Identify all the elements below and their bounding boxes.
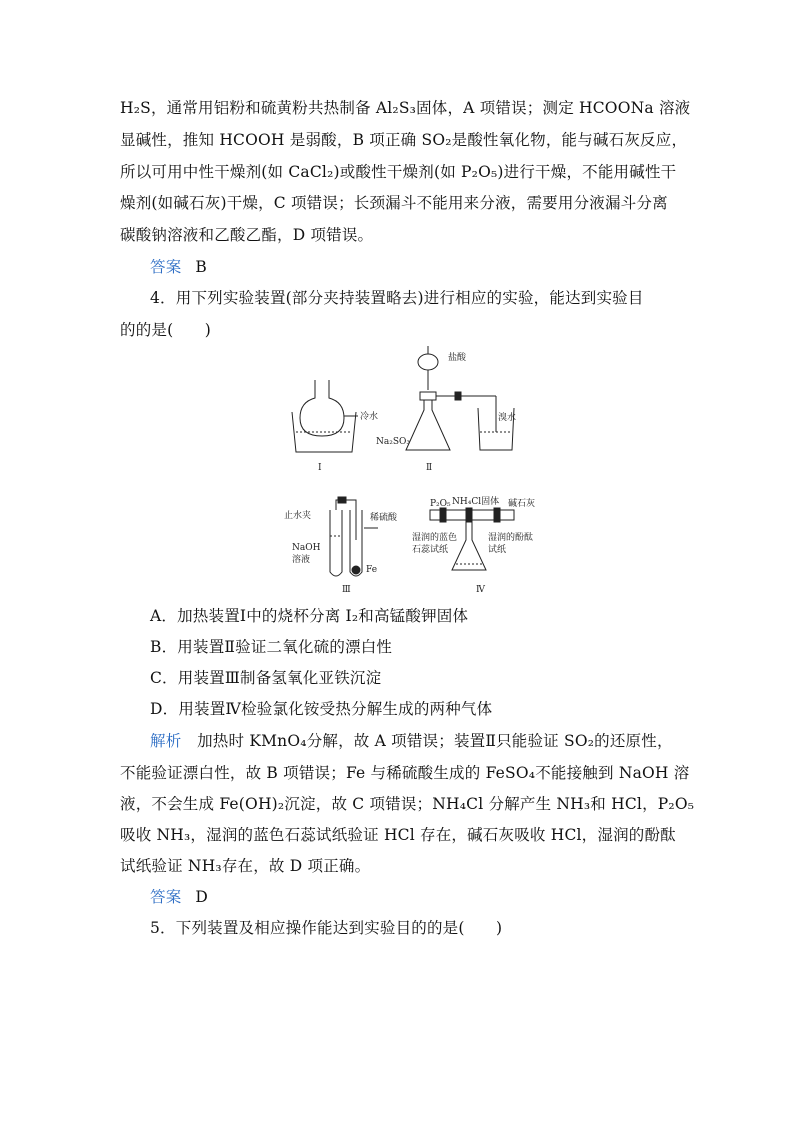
paragraph-line: 碳酸钠溶液和乙酸乙酯，D 项错误。 [120,226,374,244]
label-naoh-2: 溶液 [292,555,311,565]
option-c: C．用装置Ⅲ制备氢氧化亚铁沉淀 [150,669,382,687]
analysis-line-1 [150,729,673,751]
question-4-stem-cont: 的的是( ) [120,321,211,339]
label-nh4cl: NH₄Cl固体 [452,497,500,507]
label-na2so3: Na₂SO₃ [376,437,411,447]
label-apparatus-iv: Ⅳ [476,585,485,595]
label-blue-litmus-1: 湿润的蓝色 [412,533,458,543]
label-hcl: 盐酸 [448,353,467,363]
label-cold-water: 冷水 [360,412,379,422]
option-a: A．加热装置Ⅰ中的烧杯分离 I₂和高锰酸钾固体 [150,607,469,625]
answer-value: D [195,888,209,906]
answer-label: 答案 [150,258,182,276]
label-apparatus-iii: Ⅲ [342,585,351,595]
paragraph-line: 显碱性，推知 HCOOH 是弱酸，B 项正确 SO₂是酸性氧化物，能与碱石灰反应， [120,131,688,149]
answer-label: 答案 [150,888,182,906]
option-b: B．用装置Ⅱ验证二氧化硫的漂白性 [150,638,393,656]
apparatus-figure [280,340,542,596]
label-naoh-1: NaOH [292,543,321,553]
label-apparatus-ii: Ⅱ [426,463,433,473]
question-4-stem: 4．用下列实验装置(部分夹持装置略去)进行相应的实验，能达到实验目 [150,289,644,307]
label-apparatus-i: Ⅰ [318,463,322,473]
question-5-stem: 5．下列装置及相应操作能达到实验目的的是( ) [150,919,503,937]
analysis-line-4: 吸收 NH₃，湿润的蓝色石蕊试纸验证 HCl 存在，碱石灰吸收 HCl，湿润的酚酞 [120,826,676,844]
label-fe: Fe [366,565,378,575]
analysis-label: 解析 [150,732,182,750]
label-blue-litmus-2: 石蕊试纸 [412,545,449,555]
analysis-line-2: 不能验证漂白性，故 B 项错误；Fe 与稀硫酸生成的 FeSO₄不能接触到 NaOH 溶 [120,764,690,782]
answer-4 [150,885,208,907]
label-p2o5: P₂O₅ [430,499,451,509]
paragraph-line: H₂S，通常用铝粉和硫黄粉共热制备 Al₂S₃固体，A 项错误；测定 HCOONa 溶液 [120,99,691,117]
label-h2so4: 稀硫酸 [370,513,398,523]
option-d: D．用装置Ⅳ检验氯化铵受热分解生成的两种气体 [150,700,493,718]
paragraph-line: 所以可用中性干燥剂(如 CaCl₂)或酸性干燥剂(如 P₂O₅)进行干燥，不能用碱性干 [120,163,677,181]
label-clamp: 止水夹 [284,511,312,521]
answer-value: B [195,258,207,276]
analysis-text: 加热时 KMnO₄分解，故 A 项错误；装置Ⅱ只能验证 SO₂的还原性， [197,732,673,750]
analysis-line-5: 试纸验证 NH₃存在，故 D 项正确。 [120,857,371,875]
answer-3 [150,255,207,277]
label-phenolphthalein-2: 试纸 [488,545,507,555]
label-br-water: 溴水 [498,413,517,423]
analysis-line-3: 液，不会生成 Fe(OH)₂沉淀，故 C 项错误；NH₄Cl 分解产生 NH₃和 HCl，P₂O₅ [120,795,695,813]
paragraph-line: 燥剂(如碱石灰)干燥，C 项错误；长颈漏斗不能用来分液，需要用分液漏斗分离 [120,194,668,212]
label-soda-lime: 碱石灰 [508,499,536,509]
label-phenolphthalein-1: 湿润的酚酞 [488,533,534,543]
